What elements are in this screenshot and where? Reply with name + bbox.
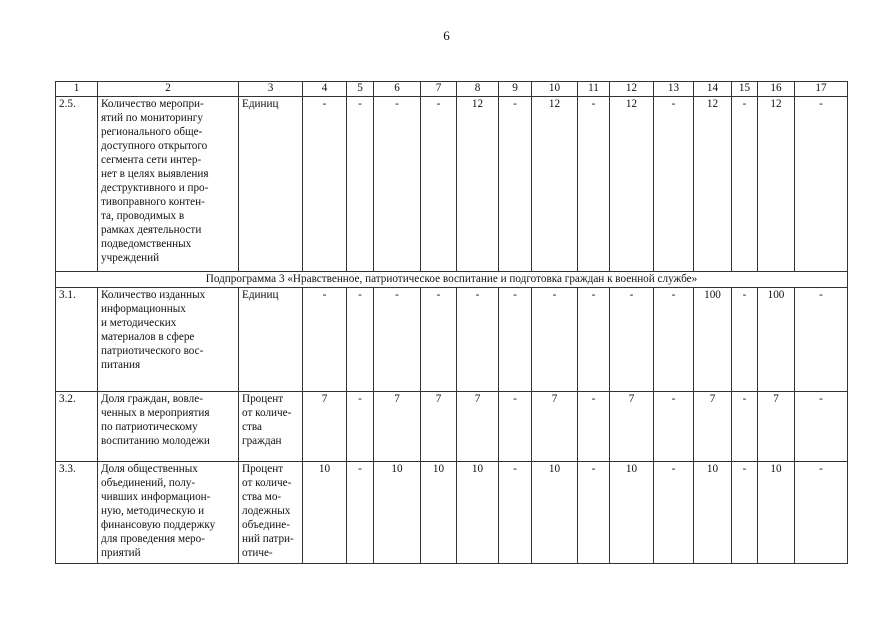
value-cell: - [499,462,532,564]
row-number: 3.2. [56,392,98,462]
value-cell: - [795,288,848,392]
indicator-name: Доля общественных объединений, полу- чивших информацион- ную, методическую и финансовую поддержку для проведения меро- приятий [98,462,239,564]
header-cell: 7 [421,82,457,97]
value-cell: 7 [610,392,654,462]
value-cell: 10 [374,462,421,564]
value-cell: - [347,288,374,392]
value-cell: 7 [532,392,578,462]
table-row [56,288,848,392]
value-cell: - [578,462,610,564]
header-cell: 3 [239,82,303,97]
header-cell: 8 [457,82,499,97]
value-cell: 10 [532,462,578,564]
value-cell: - [578,288,610,392]
value-cell: 7 [421,392,457,462]
value-cell: 7 [758,392,795,462]
value-cell: - [654,97,694,272]
value-cell: 7 [694,392,732,462]
table-row [56,97,848,272]
indicator-table [55,81,848,564]
value-cell: - [347,462,374,564]
value-cell: - [499,392,532,462]
page-number: 6 [443,28,450,43]
row-number: 3.3. [56,462,98,564]
value-cell: - [457,288,499,392]
indicator-name: Количество меропри- ятий по мониторингу регионального обще- доступного открытого сегмента сети интер- нет в целях выявления деструктивного и про- тивоправного контен- та, проводимых в рамках деятельности подведомственных учреждений [98,97,239,272]
value-cell: - [795,392,848,462]
value-cell: - [732,288,758,392]
unit-cell: Процент от количе- ства мо- лодежных объедине- ний патри- отиче- [239,462,303,564]
value-cell: 12 [532,97,578,272]
value-cell: 7 [374,392,421,462]
value-cell: - [654,462,694,564]
header-cell: 14 [694,82,732,97]
value-cell: - [303,97,347,272]
value-cell: - [654,288,694,392]
header-cell: 15 [732,82,758,97]
value-cell: - [421,288,457,392]
value-cell: - [610,288,654,392]
value-cell: 10 [421,462,457,564]
header-cell: 9 [499,82,532,97]
header-cell: 11 [578,82,610,97]
value-cell: 12 [694,97,732,272]
value-cell: 7 [303,392,347,462]
value-cell: 10 [694,462,732,564]
value-cell: - [795,462,848,564]
value-cell: 100 [758,288,795,392]
unit-cell: Процент от количе- ства граждан [239,392,303,462]
value-cell: - [499,288,532,392]
header-cell: 10 [532,82,578,97]
value-cell: 10 [457,462,499,564]
header-cell: 5 [347,82,374,97]
value-cell: 10 [610,462,654,564]
header-cell: 4 [303,82,347,97]
value-cell: - [499,97,532,272]
value-cell: - [578,97,610,272]
value-cell: - [732,97,758,272]
value-cell: 12 [457,97,499,272]
indicator-name: Количество изданных информационных и методических материалов в сфере патриотического вос- питания [98,288,239,392]
value-cell: - [421,97,457,272]
header-cell: 1 [56,82,98,97]
subprogram-title: Подпрограмма 3 «Нравственное, патриотическое воспитание и подготовка граждан к военной службе» [56,272,848,288]
value-cell: - [374,97,421,272]
value-cell: 100 [694,288,732,392]
value-cell: - [795,97,848,272]
table-row [56,392,848,462]
table-row [56,462,848,564]
value-cell: 12 [610,97,654,272]
value-cell: - [303,288,347,392]
value-cell: - [732,462,758,564]
value-cell: - [732,392,758,462]
unit-cell: Единиц [239,97,303,272]
header-cell: 16 [758,82,795,97]
row-number: 2.5. [56,97,98,272]
row-number: 3.1. [56,288,98,392]
value-cell: 12 [758,97,795,272]
value-cell: - [532,288,578,392]
value-cell: 10 [303,462,347,564]
value-cell: - [374,288,421,392]
subprogram-row [56,272,848,288]
header-cell: 13 [654,82,694,97]
value-cell: - [347,97,374,272]
value-cell: - [654,392,694,462]
header-cell: 2 [98,82,239,97]
header-row [56,82,848,97]
unit-cell: Единиц [239,288,303,392]
value-cell: - [347,392,374,462]
value-cell: 10 [758,462,795,564]
value-cell: 7 [457,392,499,462]
value-cell: - [578,392,610,462]
header-cell: 17 [795,82,848,97]
header-cell: 12 [610,82,654,97]
indicator-name: Доля граждан, вовле- ченных в мероприятия по патриотическому воспитанию молодежи [98,392,239,462]
header-cell: 6 [374,82,421,97]
